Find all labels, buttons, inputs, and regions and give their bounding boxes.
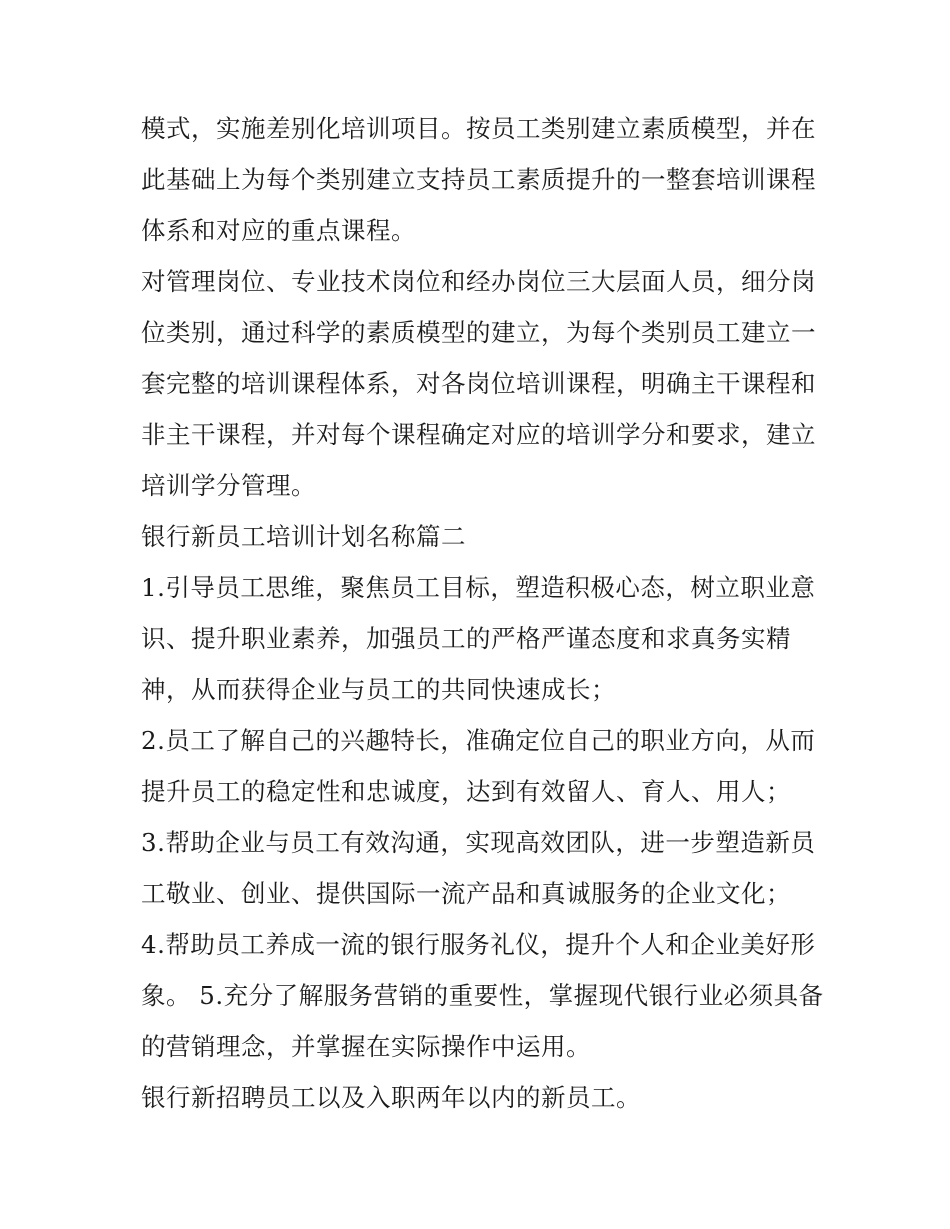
text-line: 非主干课程，并对每个课程确定对应的培训学分和要求，建立 bbox=[141, 420, 816, 449]
text-line: 培训学分管理。 bbox=[141, 471, 316, 500]
text-line: 3.帮助企业与员工有效沟通，实现高效团队，进一步塑造新员 bbox=[141, 828, 816, 857]
text-line: 神，从而获得企业与员工的共同快速成长； bbox=[141, 675, 616, 704]
text-line: 模式，实施差别化培训项目。按员工类别建立素质模型，并在 bbox=[141, 114, 816, 143]
text-line: 此基础上为每个类别建立支持员工素质提升的一整套培训课程 bbox=[141, 165, 816, 194]
text-line: 4.帮助员工养成一流的银行服务礼仪，提升个人和企业美好形 bbox=[141, 930, 816, 959]
text-line: 位类别，通过科学的素质模型的建立，为每个类别员工建立一 bbox=[141, 318, 816, 347]
text-line: 2.员工了解自己的兴趣特长，准确定位自己的职业方向，从而 bbox=[141, 726, 816, 755]
text-line: 提升员工的稳定性和忠诚度，达到有效留人、育人、用人； bbox=[141, 777, 791, 806]
text-line: 的营销理念，并掌握在实际操作中运用。 bbox=[141, 1032, 591, 1061]
text-line: 体系和对应的重点课程。 bbox=[141, 216, 416, 245]
text-line: 对管理岗位、专业技术岗位和经办岗位三大层面人员，细分岗 bbox=[141, 267, 816, 296]
text-line: 1.引导员工思维，聚焦员工目标，塑造积极心态，树立职业意 bbox=[141, 573, 816, 602]
section-heading: 银行新员工培训计划名称篇二 bbox=[141, 522, 466, 551]
text-line: 象。 5.充分了解服务营销的重要性，掌握现代银行业必须具备 bbox=[141, 981, 824, 1010]
text-line: 银行新招聘员工以及入职两年以内的新员工。 bbox=[141, 1083, 641, 1112]
text-line: 套完整的培训课程体系，对各岗位培训课程，明确主干课程和 bbox=[141, 369, 816, 398]
text-line: 识、提升职业素养，加强员工的严格严谨态度和求真务实精 bbox=[141, 624, 791, 653]
text-line: 工敬业、创业、提供国际一流产品和真诚服务的企业文化； bbox=[141, 879, 791, 908]
